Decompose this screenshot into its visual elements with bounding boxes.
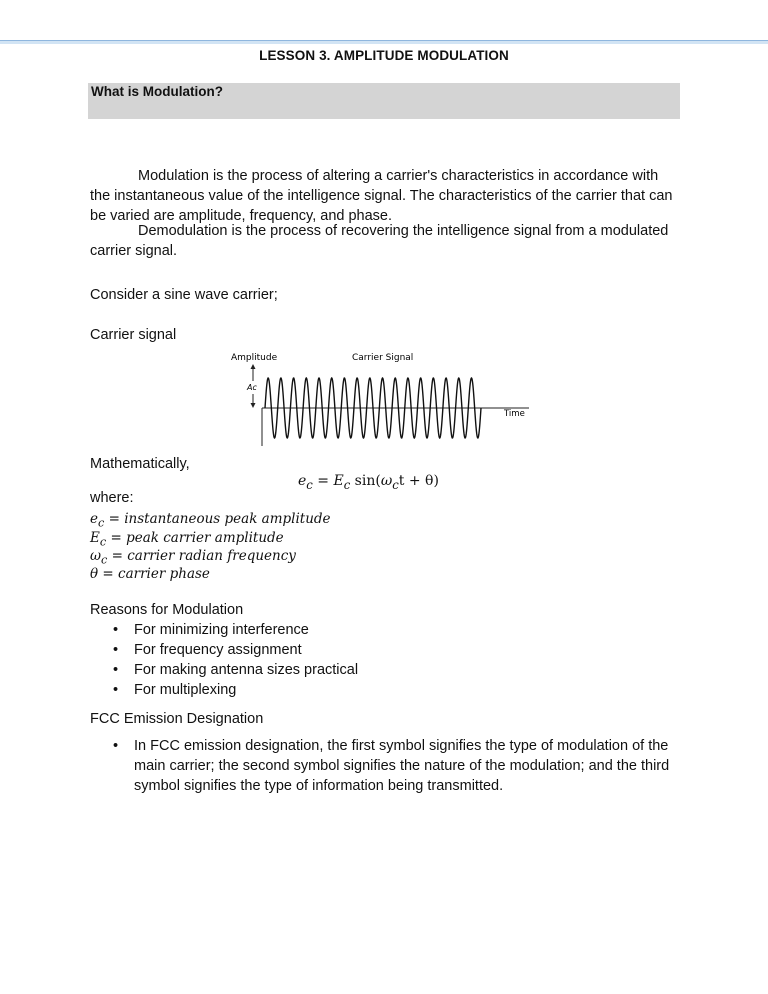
consider-text: Consider a sine wave carrier; (90, 287, 278, 303)
variable-ec: $e_c$ = instantaneous peak amplitude (90, 511, 331, 530)
reasons-heading: Reasons for Modulation (90, 602, 244, 618)
list-item: • For making antenna sizes practical (113, 662, 359, 678)
math-intro: Mathematically, (90, 456, 190, 472)
section-heading: What is Modulation? (91, 84, 223, 99)
figure-title: Carrier Signal (352, 353, 414, 363)
list-item: • In FCC emission designation, the first symbol signifies the type of modulation of the main carrier; the second symbol signifies the nature of the modulation; and the third symbol signifies the type of information being transmitted. (113, 738, 670, 794)
amplitude-arrowhead-up (251, 364, 256, 369)
paragraph-demodulation: Demodulation is the process of recovering the intelligence signal from a modulated carrier signal. (90, 223, 669, 259)
carrier-equation: $e_c = E_c$ $\sin(\omega_ct + \theta)$ (298, 473, 439, 492)
reasons-list (90, 620, 680, 700)
bullet-icon: • (113, 622, 119, 638)
figure-amplitude-label: Amplitude (231, 353, 278, 363)
carrier-signal-figure (229, 350, 529, 446)
bullet-icon: • (113, 662, 119, 678)
amplitude-symbol: Ac (247, 383, 257, 392)
paragraph-modulation: Modulation is the process of altering a carrier's characteristics in accordance with the instantaneous value of the intelligence signal. The characteristics of the carrier that can be varied are amplitude, frequency, and phase. (90, 168, 673, 224)
list-item: • For minimizing interference (113, 622, 309, 638)
carrier-label: Carrier signal (90, 327, 177, 343)
time-label: Time (504, 409, 525, 419)
fcc-list (90, 736, 680, 796)
fcc-heading: FCC Emission Designation (90, 711, 264, 727)
variable-theta: θ = carrier phase (90, 566, 210, 582)
lesson-title: LESSON 3. AMPLITUDE MODULATION (259, 48, 509, 63)
bullet-icon: • (113, 642, 119, 658)
where-label: where: (90, 490, 134, 506)
list-item: • For multiplexing (113, 682, 237, 698)
variable-Ec: $E_c$ = peak carrier amplitude (90, 530, 284, 549)
carrier-wave (265, 378, 481, 438)
list-item: • For frequency assignment (113, 642, 302, 658)
amplitude-arrowhead-down (251, 403, 256, 408)
top-rule (0, 40, 768, 44)
variable-omega: $\omega_c$ = carrier radian frequency (90, 548, 296, 567)
bullet-icon: • (113, 738, 119, 754)
bullet-icon: • (113, 682, 119, 698)
section-heading-bar (88, 83, 680, 119)
